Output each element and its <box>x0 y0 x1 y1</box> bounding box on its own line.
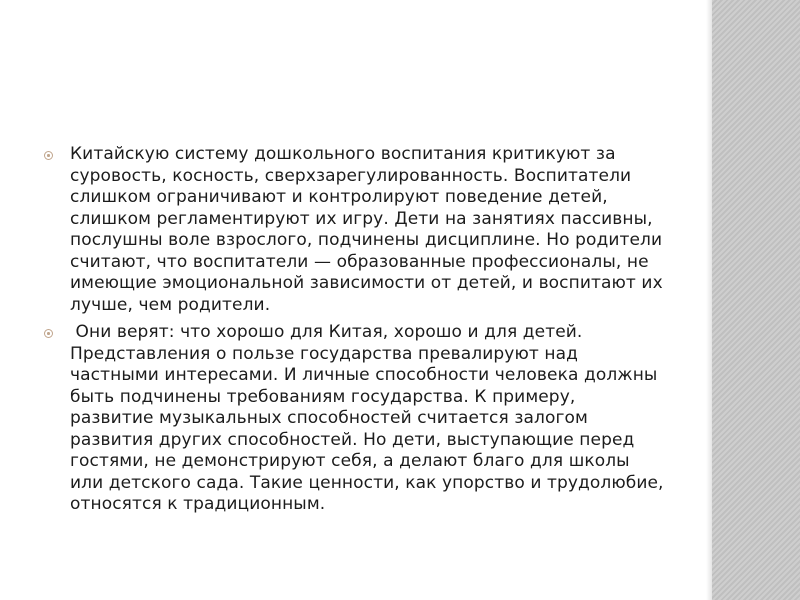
bullet-item <box>44 322 670 516</box>
bullet-text: Они верят: что хорошо для Китая, хорошо и для детей. Представления о пользе государства превалируют над частными интересами. И личные способности человека должны быть подчинены требованиям государства. К примеру, развитие музыкальных способностей считается залогом развития других способностей. Но дети, выступающие перед гостями, не демонстрируют себя, а делают благо для школы или детского сада. Такие ценности, как упорство и трудолюбие, относятся к традиционным. <box>70 322 670 514</box>
ring-bullet-icon <box>44 329 53 338</box>
decorative-side-panel <box>712 0 800 600</box>
bullet-item <box>44 144 664 316</box>
bullet-text: Китайскую систему дошкольного воспитания критикуют за суровость, косность, сверхзарегулированность. Воспитатели слишком ограничивают и контролируют поведение детей, слишком регламентируют их игру. Дети на занятиях пассивны, послушны воле взрослого, подчинены дисциплине. Но родители считают, что воспитатели — образованные профессионалы, не имеющие эмоциональной зависимости от детей, и воспитают их лучше, чем родители. <box>70 144 663 315</box>
slide-content <box>44 144 670 522</box>
ring-bullet-icon <box>44 151 53 160</box>
